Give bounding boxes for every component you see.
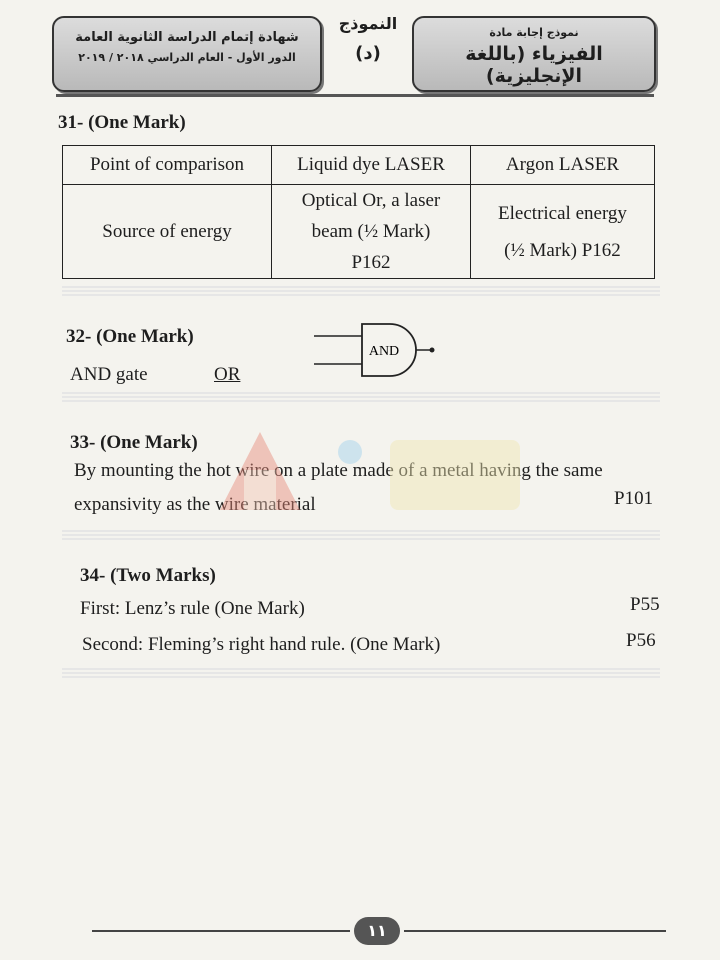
page-number-badge: ١١: [354, 917, 400, 945]
argon-line: (½ Mark) P162: [504, 239, 621, 261]
q34-second: Second: Fleming’s right hand rule. (One Mark): [82, 634, 441, 655]
answer-divider: [62, 286, 660, 298]
header-certificate-box: [52, 16, 322, 92]
liquid-dye-line: Optical Or, a laser: [301, 190, 441, 211]
q33-heading: 33- (One Mark): [70, 432, 198, 453]
answer-divider: [62, 530, 660, 542]
q34-second-ref: P56: [626, 630, 656, 651]
header-divider: [56, 94, 654, 97]
q33-line1: By mounting the hot wire on a plate made of a metal having the same: [74, 460, 603, 481]
comparison-table: [62, 145, 655, 279]
header-answer-model: نموذج إجابة مادة: [489, 26, 579, 39]
liquid-dye-line: P162: [351, 252, 391, 273]
header-subject-title: الفيزياء (باللغة الإنجليزية): [465, 43, 603, 87]
header-subject-box: [412, 16, 656, 92]
footer-rule-right: [404, 930, 666, 932]
q34-heading: 34- (Two Marks): [80, 565, 216, 586]
header-certificate-title: شهادة إتمام الدراسة الثانوية العامة: [75, 30, 299, 45]
header-model-label: النموذج: [338, 14, 398, 33]
argon-cell: [471, 185, 655, 279]
table-row: [63, 185, 655, 279]
q34-first-ref: P55: [630, 594, 660, 615]
table-header-row: [63, 146, 655, 185]
table-row-label: Source of energy: [63, 185, 272, 279]
footer-rule-left: [92, 930, 350, 932]
table-header-cell: Point of comparison: [63, 146, 272, 185]
header-model: [330, 14, 406, 64]
q31-heading: 31- (One Mark): [58, 112, 186, 133]
q33-line2: expansivity as the wire material: [74, 494, 316, 515]
header-exam-session: الدور الأول - العام الدراسي ٢٠١٨ / ٢٠١٩: [78, 51, 296, 64]
liquid-dye-cell: [272, 185, 471, 279]
liquid-dye-line: beam (½ Mark): [311, 221, 431, 242]
argon-line: Electrical energy: [498, 202, 627, 224]
q32-or-option: OR: [214, 364, 241, 385]
table-header-cell: Liquid dye LASER: [272, 146, 471, 185]
header-model-letter: (د): [355, 43, 381, 64]
q32-heading: 32- (One Mark): [66, 326, 194, 347]
and-gate-icon: [312, 322, 442, 378]
table-header-cell: Argon LASER: [471, 146, 655, 185]
answer-divider: [62, 668, 660, 680]
q33-page-ref: P101: [614, 488, 654, 509]
answer-divider: [62, 392, 660, 404]
q32-answer: AND gate: [70, 364, 148, 385]
gate-label: AND: [368, 344, 400, 359]
q34-first: First: Lenz’s rule (One Mark): [80, 598, 305, 619]
